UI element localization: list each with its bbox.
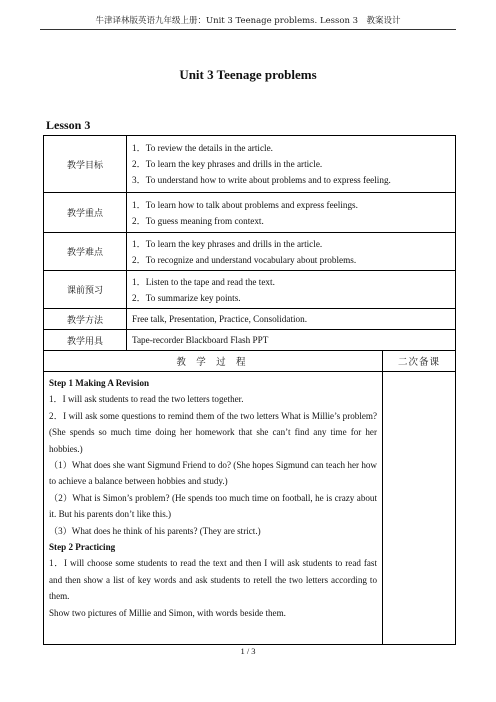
table-row xyxy=(44,330,456,351)
content-line: 1．To learn the key phrases and drills in the article. xyxy=(132,238,323,249)
row-label: 教学难点 xyxy=(44,233,127,271)
content-line: 2．To learn the key phrases and drills in the article. xyxy=(132,159,323,169)
row-content xyxy=(127,233,456,271)
row-content xyxy=(127,193,456,233)
row-content xyxy=(127,330,456,351)
paragraph: （2）What is Simon’s problem? (He spends too much time on football, he is crazy about it. But his parents don’t like this.) xyxy=(49,492,377,520)
table-row xyxy=(44,193,456,233)
backup-header: 二次备课 xyxy=(383,351,456,372)
row-label: 教学方法 xyxy=(44,309,127,330)
header-divider xyxy=(40,29,456,30)
content-line: 2．To summarize key points. xyxy=(132,292,241,303)
paragraph: 1．I will ask students to read the two letters together. xyxy=(49,394,244,405)
table-row xyxy=(44,271,456,309)
row-label: 课前预习 xyxy=(44,271,127,309)
row-label: 教学目标 xyxy=(44,136,127,193)
content-line: Tape-recorder Blackboard Flash PPT xyxy=(132,335,269,345)
backup-notes-cell xyxy=(383,372,456,645)
paragraph: Show two pictures of Millie and Simon, with words beside them. xyxy=(49,607,286,618)
row-content xyxy=(127,136,456,193)
step-heading: Step 1 Making A Revision xyxy=(49,378,150,388)
content-line: 2．To guess meaning from context. xyxy=(132,215,264,226)
table-row xyxy=(44,136,456,193)
step-heading: Step 2 Practicing xyxy=(49,542,116,553)
paragraph: （1）What does she want Sigmund Friend to do? (She hopes Sigmund can teach her how to achieve a balance between hobbies and study.) xyxy=(49,460,377,487)
paragraph: （3）What does he think of his parents? (They are strict.) xyxy=(49,525,261,536)
row-content xyxy=(127,309,456,330)
content-line: 1．To learn how to talk about problems and express feelings. xyxy=(132,199,358,210)
table-row xyxy=(44,351,456,372)
lesson-plan-table xyxy=(43,135,456,645)
content-line: 1．To review the details in the article. xyxy=(132,143,273,153)
table-row xyxy=(44,309,456,330)
paragraph: 2．I will ask some questions to remind them of the two letters What is Millie’s problem? (She spends so much time doing her homework that she can’t find any time for her hobbies.) xyxy=(49,410,377,454)
content-line: Free talk, Presentation, Practice, Consolidation. xyxy=(132,314,308,324)
content-line: 2．To recognize and understand vocabulary about problems. xyxy=(132,254,357,265)
page-header: 牛津译林版英语九年级上册：Unit 3 Teenage problems. Lesson 3 教案设计 xyxy=(95,16,401,26)
table-row xyxy=(44,372,456,645)
table-row xyxy=(44,233,456,271)
document-title: Unit 3 Teenage problems xyxy=(179,67,317,82)
paragraph: 1．I will choose some students to read the text and then I will ask students to read fast and then show a list of key words and ask students to retell the two letters according to them. xyxy=(49,558,377,602)
content-line: 1．Listen to the tape and read the text. xyxy=(132,276,275,287)
page-number: 1 / 3 xyxy=(240,646,256,656)
process-content xyxy=(44,372,383,645)
process-header: 教 学 过 程 xyxy=(44,351,383,372)
row-label: 教学重点 xyxy=(44,193,127,233)
content-line: 3．To understand how to write about problems and to express feeling. xyxy=(132,175,391,185)
row-label: 教学用具 xyxy=(44,330,127,351)
row-content xyxy=(127,271,456,309)
lesson-heading: Lesson 3 xyxy=(46,118,91,132)
